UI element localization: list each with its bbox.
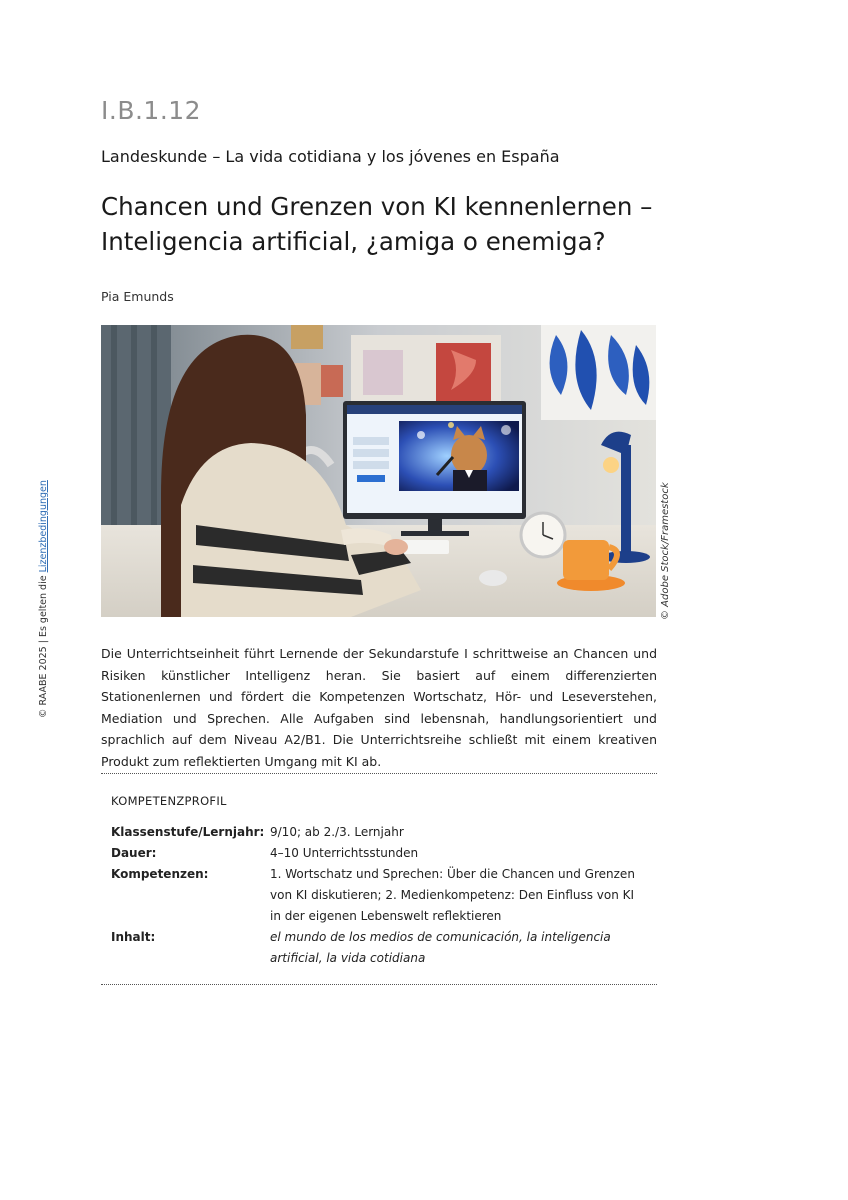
profile-label: Klassenstufe/Lernjahr: xyxy=(111,825,265,839)
profile-label: Dauer: xyxy=(111,846,157,860)
author: Pia Emunds xyxy=(101,289,174,304)
page-title xyxy=(101,189,661,259)
image-credit: © Adobe Stock/Framestock xyxy=(660,482,671,620)
title-line-1: Chancen und Grenzen von KI kennenlernen – xyxy=(101,192,653,221)
profile-value: 9/10; ab 2./3. Lernjahr xyxy=(270,825,404,839)
copyright-text: © RAABE 2025 | Es gelten die xyxy=(38,572,49,718)
page-subtitle: Landeskunde – La vida cotidiana y los jóvenes en España xyxy=(101,147,560,166)
profile-label: Inhalt: xyxy=(111,930,156,944)
profile-heading: KOMPETENZPROFIL xyxy=(111,794,227,808)
divider-bottom xyxy=(101,984,657,985)
profile-label: Kompetenzen: xyxy=(111,867,209,881)
title-line-2: Inteligencia artificial, ¿amiga o enemiga? xyxy=(101,227,606,256)
cover-photo-illustration xyxy=(101,325,656,617)
cover-photo xyxy=(101,325,656,617)
copyright-sidebar xyxy=(38,480,49,718)
profile-value: 1. Wortschatz und Sprechen: Über die Chancen und Grenzen von KI diskutieren; 2. Medienkompetenz: Den Einfluss von KI in der eigenen Lebenswelt reflektieren xyxy=(270,867,635,923)
license-link[interactable]: Lizenzbedingungen xyxy=(38,480,49,573)
divider-top xyxy=(101,773,657,774)
unit-code: I.B.1.12 xyxy=(101,96,202,125)
profile-value: 4–10 Unterrichtsstunden xyxy=(270,846,419,860)
intro-paragraph: Die Unterrichtseinheit führt Lernende der Sekundarstufe I schrittweise an Chancen und Risiken künstlicher Intelligenz heran. Sie basiert auf einem differenzierten Stationenlernen und fördert die Kompetenzen Wortschatz, Hör- und Leseverstehen, Mediation und Sprechen. Alle Aufgaben sind lebensnah, handlungsorientiert und sprachlich auf dem Niveau A2/B1. Die Unterrichtsreihe schließt mit einem kreativen Produkt zum reflektierten Umgang mit KI ab. xyxy=(101,646,657,769)
profile-value: el mundo de los medios de comunicación, la inteligencia artificial, la vida cotidiana xyxy=(270,930,611,965)
